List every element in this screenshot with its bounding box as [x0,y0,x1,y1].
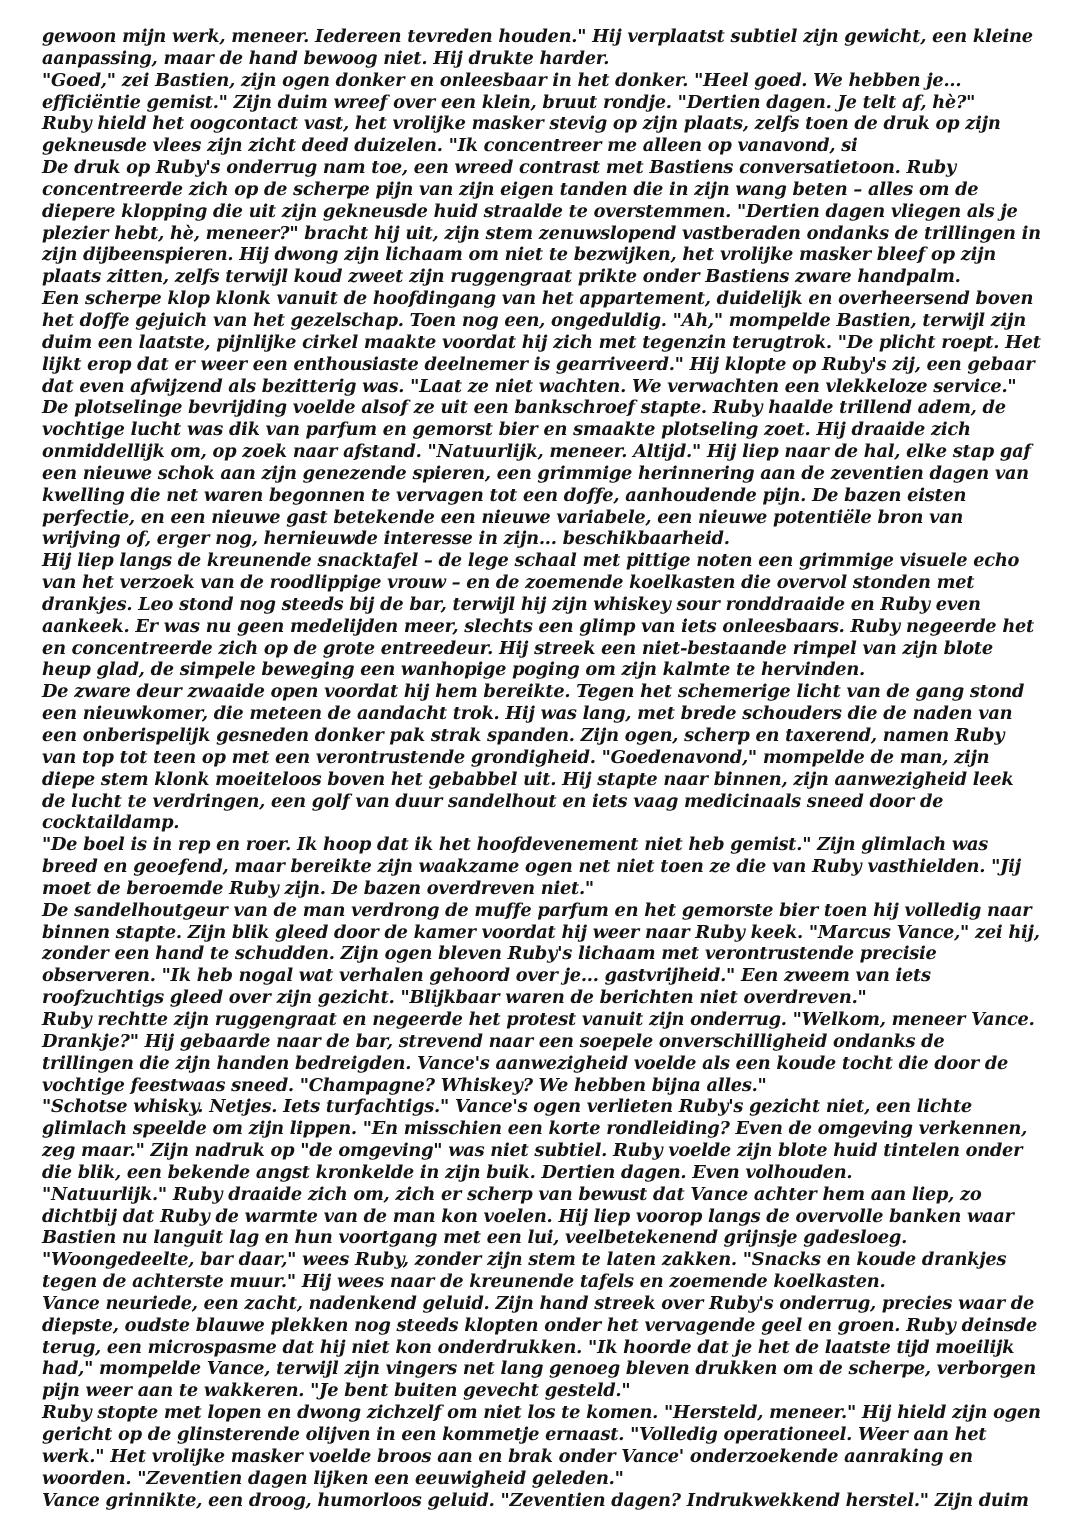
paragraph: "Schotse whisky. Netjes. Iets turfachtigs." Vance's ogen verlieten Ruby's gezicht niet, een lichte glimlach speelde om zijn lippen. "En misschien een korte rondleiding? Even de omgeving verkennen, zeg maar." Zijn nadruk op "de omgeving" was niet subtiel. Ruby voelde zijn blote huid tintelen onder die blik, een bekende angst kronkelde in zijn buik. Dertien dagen. Even volhouden. [42,1096,1028,1183]
document-text [42,26,1042,1511]
paragraph: De zware deur zwaaide open voordat hij hem bereikte. Tegen het schemerige licht van de gang stond een nieuwkomer, die meteen de aandacht trok. Hij was lang, met brede schouders die de naden van een onberispelijk gesneden donker pak strak spanden. Zijn ogen, scherp en taxerend, namen Ruby van top tot teen op met een verontrustende grondigheid. "Goedenavond," mompelde de man, zijn diepe stem klonk moeiteloos boven het gebabbel uit. Hij stapte naar binnen, zijn aanwezigheid leek de lucht te verdringen, een golf van duur sandelhout en iets vaag medicinaals sneed door de cocktaildamp. [42,681,1025,834]
paragraph: De druk op Ruby's onderrug nam toe, een wreed contrast met Bastiens conversatietoon. Ruby concentreerde zich op de scherpe pijn van zijn eigen tanden die in zijn wang beten – alles om de diepere klopping die uit zijn gekneusde huid straalde te overstemmen. "Dertien dagen vliegen als je plezier hebt, hè, meneer?" bracht hij uit, zijn stem zenuwslopend vastberaden ondanks de trillingen in zijn dijbeenspieren. Hij dwong zijn lichaam om niet te bezwijken, het vrolijke masker bleef op zijn plaats zitten, zelfs terwijl koud zweet zijn ruggengraat prikte onder Bastiens zware handpalm. [42,157,1041,288]
paragraph: "Woongedeelte, bar daar," wees Ruby, zonder zijn stem te laten zakken. "Snacks en koude drankjes tegen de achterste muur." Hij wees naar de kreunende tafels en zoemende koelkasten. [42,1249,1007,1293]
paragraph: "Natuurlijk." Ruby draaide zich om, zich er scherp van bewust dat Vance achter hem aan liep, zo dichtbij dat Ruby de warmte van de man kon voelen. Hij liep voorop langs de overvolle banken waar Bastien nu languit lag en hun voortgang met een lui, veelbetekenend grijnsje gadesloeg. [42,1183,1014,1249]
paragraph: Ruby stopte met lopen en dwong zichzelf om niet los te komen. "Hersteld, meneer." Hij hield zijn ogen gericht op de glinsterende olijven in een kommetje ernaast. "Volledig operationeel. Weer aan het werk." Het vrolijke masker voelde broos aan en brak onder Vance' onderzoekende aanraking en woorden. "Zeventien dagen lijken een eeuwigheid geleden." [42,1402,1041,1489]
paragraph: Ruby hield het oogcontact vast, het vrolijke masker stevig op zijn plaats, zelfs toen de druk op zijn gekneusde vlees zijn zicht deed duizelen. "Ik concentreer me alleen op vanavond, si [42,113,1001,157]
paragraph: Vance grinnikte, een droog, humorloos geluid. "Zeventien dagen? Indrukwekkend herstel." Zijn duim [42,1489,1029,1511]
paragraph: Hij liep langs de kreunende snacktafel – de lege schaal met pittige noten een grimmige visuele echo van het verzoek van de roodlippige vrouw – en de zoemende koelkasten die overvol stonden met drankjes. Leo stond nog steeds bij de bar, terwijl hij zijn whiskey sour ronddraaide en Ruby even aankeek. Er was nu geen medelijden meer, slechts een glimp van iets onleesbaars. Ruby negeerde het en concentreerde zich op de grote entreedeur. Hij streek een niet-bestaande rimpel van zijn blote heup glad, de simpele beweging een wanhopige poging om zijn kalmte te hervinden. [42,550,1035,681]
paragraph: De plotselinge bevrijding voelde alsof ze uit een bankschroef stapte. Ruby haalde trillend adem, de vochtige lucht was dik van parfum en gemorst bier en smaakte plotseling zoet. Hij draaide zich onmiddellijk om, op zoek naar afstand. "Natuurlijk, meneer. Altijd." Hij liep naar de hal, elke stap gaf een nieuwe schok aan zijn genezende spieren, een grimmige herinnering aan de zeventien dagen van kwelling die net waren begonnen te vervagen tot een doffe, aanhoudende pijn. De bazen eisten perfectie, en een nieuwe gast betekende een nieuwe variabele, een nieuwe potentiële bron van wrijving of, erger nog, hernieuwde interesse in zijn... beschikbaarheid. [42,397,1031,550]
paragraph: Ruby rechtte zijn ruggengraat en negeerde het protest vanuit zijn onderrug. "Welkom, meneer Vance. Drankje?" Hij gebaarde naar de bar, strevend naar een soepele onverschilligheid ondanks de trillingen die zijn handen bedreigden. Vance's aanwezigheid voelde als een koude tocht die door de vochtige feestwaas sneed. "Champagne? Whiskey? We hebben bijna alles." [42,1008,1035,1096]
paragraph: Vance neuriede, een zacht, nadenkend geluid. Zijn hand streek over Ruby's onderrug, precies waar de diepste, oudste blauwe plekken nog steeds klopten onder het vervagende geel en groen. Ruby deinsde terug, een microspasme dat hij niet kon onderdrukken. "Ik hoorde dat je het de laatste tijd moeilijk had," mompelde Vance, terwijl zijn vingers net lang genoeg bleven drukken om de scherpe, verborgen pijn weer aan te wakkeren. "Je bent buiten gevecht gesteld." [42,1292,1038,1402]
paragraph: De sandelhoutgeur van de man verdrong de muffe parfum en het gemorste bier toen hij volledig naar binnen stapte. Zijn blik gleed door de kamer voordat hij weer naar Ruby keek. "Marcus Vance," zei hij, zonder een hand te schudden. Zijn ogen bleven Ruby's lichaam met verontrustende precisie observeren. "Ik heb nogal wat verhalen gehoord over je... gastvrijheid." Een zweem van iets roofzuchtigs gleed over zijn gezicht. "Blijkbaar waren de berichten niet overdreven." [42,899,1040,1009]
paragraph: gewoon mijn werk, meneer. Iedereen tevreden houden." Hij verplaatst subtiel zijn gewicht, een kleine aanpassing, maar de hand bewoog niet. Hij drukte harder. [42,26,1033,69]
paragraph: "De boel is in rep en roer. Ik hoop dat ik het hoofdevenement niet heb gemist." Zijn glimlach was breed en geoefend, maar bereikte zijn waakzame ogen net niet toen ze die van Ruby vasthielden. "Jij moet de beroemde Ruby zijn. De bazen overdreven niet." [42,834,1021,899]
paragraph: "Goed," zei Bastien, zijn ogen donker en onleesbaar in het donker. "Heel goed. We hebben je... efficiëntie gemist." Zijn duim wreef over een klein, bruut rondje. "Dertien dagen. Je telt af, hè?" [42,69,976,113]
paragraph: Een scherpe klop klonk vanuit de hoofdingang van het appartement, duidelijk en overheersend boven het doffe gejuich van het gezelschap. Toen nog een, ongeduldig. "Ah," mompelde Bastien, terwijl zijn duim een laatste, pijnlijke cirkel maakte voordat hij zich met tegenzin terugtrok. "De plicht roept. Het lijkt erop dat er weer een enthousiaste deelnemer is gearriveerd." Hij klopte op Ruby's zij, een gebaar dat even afwijzend als bezitterig was. "Laat ze niet wachten. We verwachten een vlekkeloze service." [42,288,1041,397]
